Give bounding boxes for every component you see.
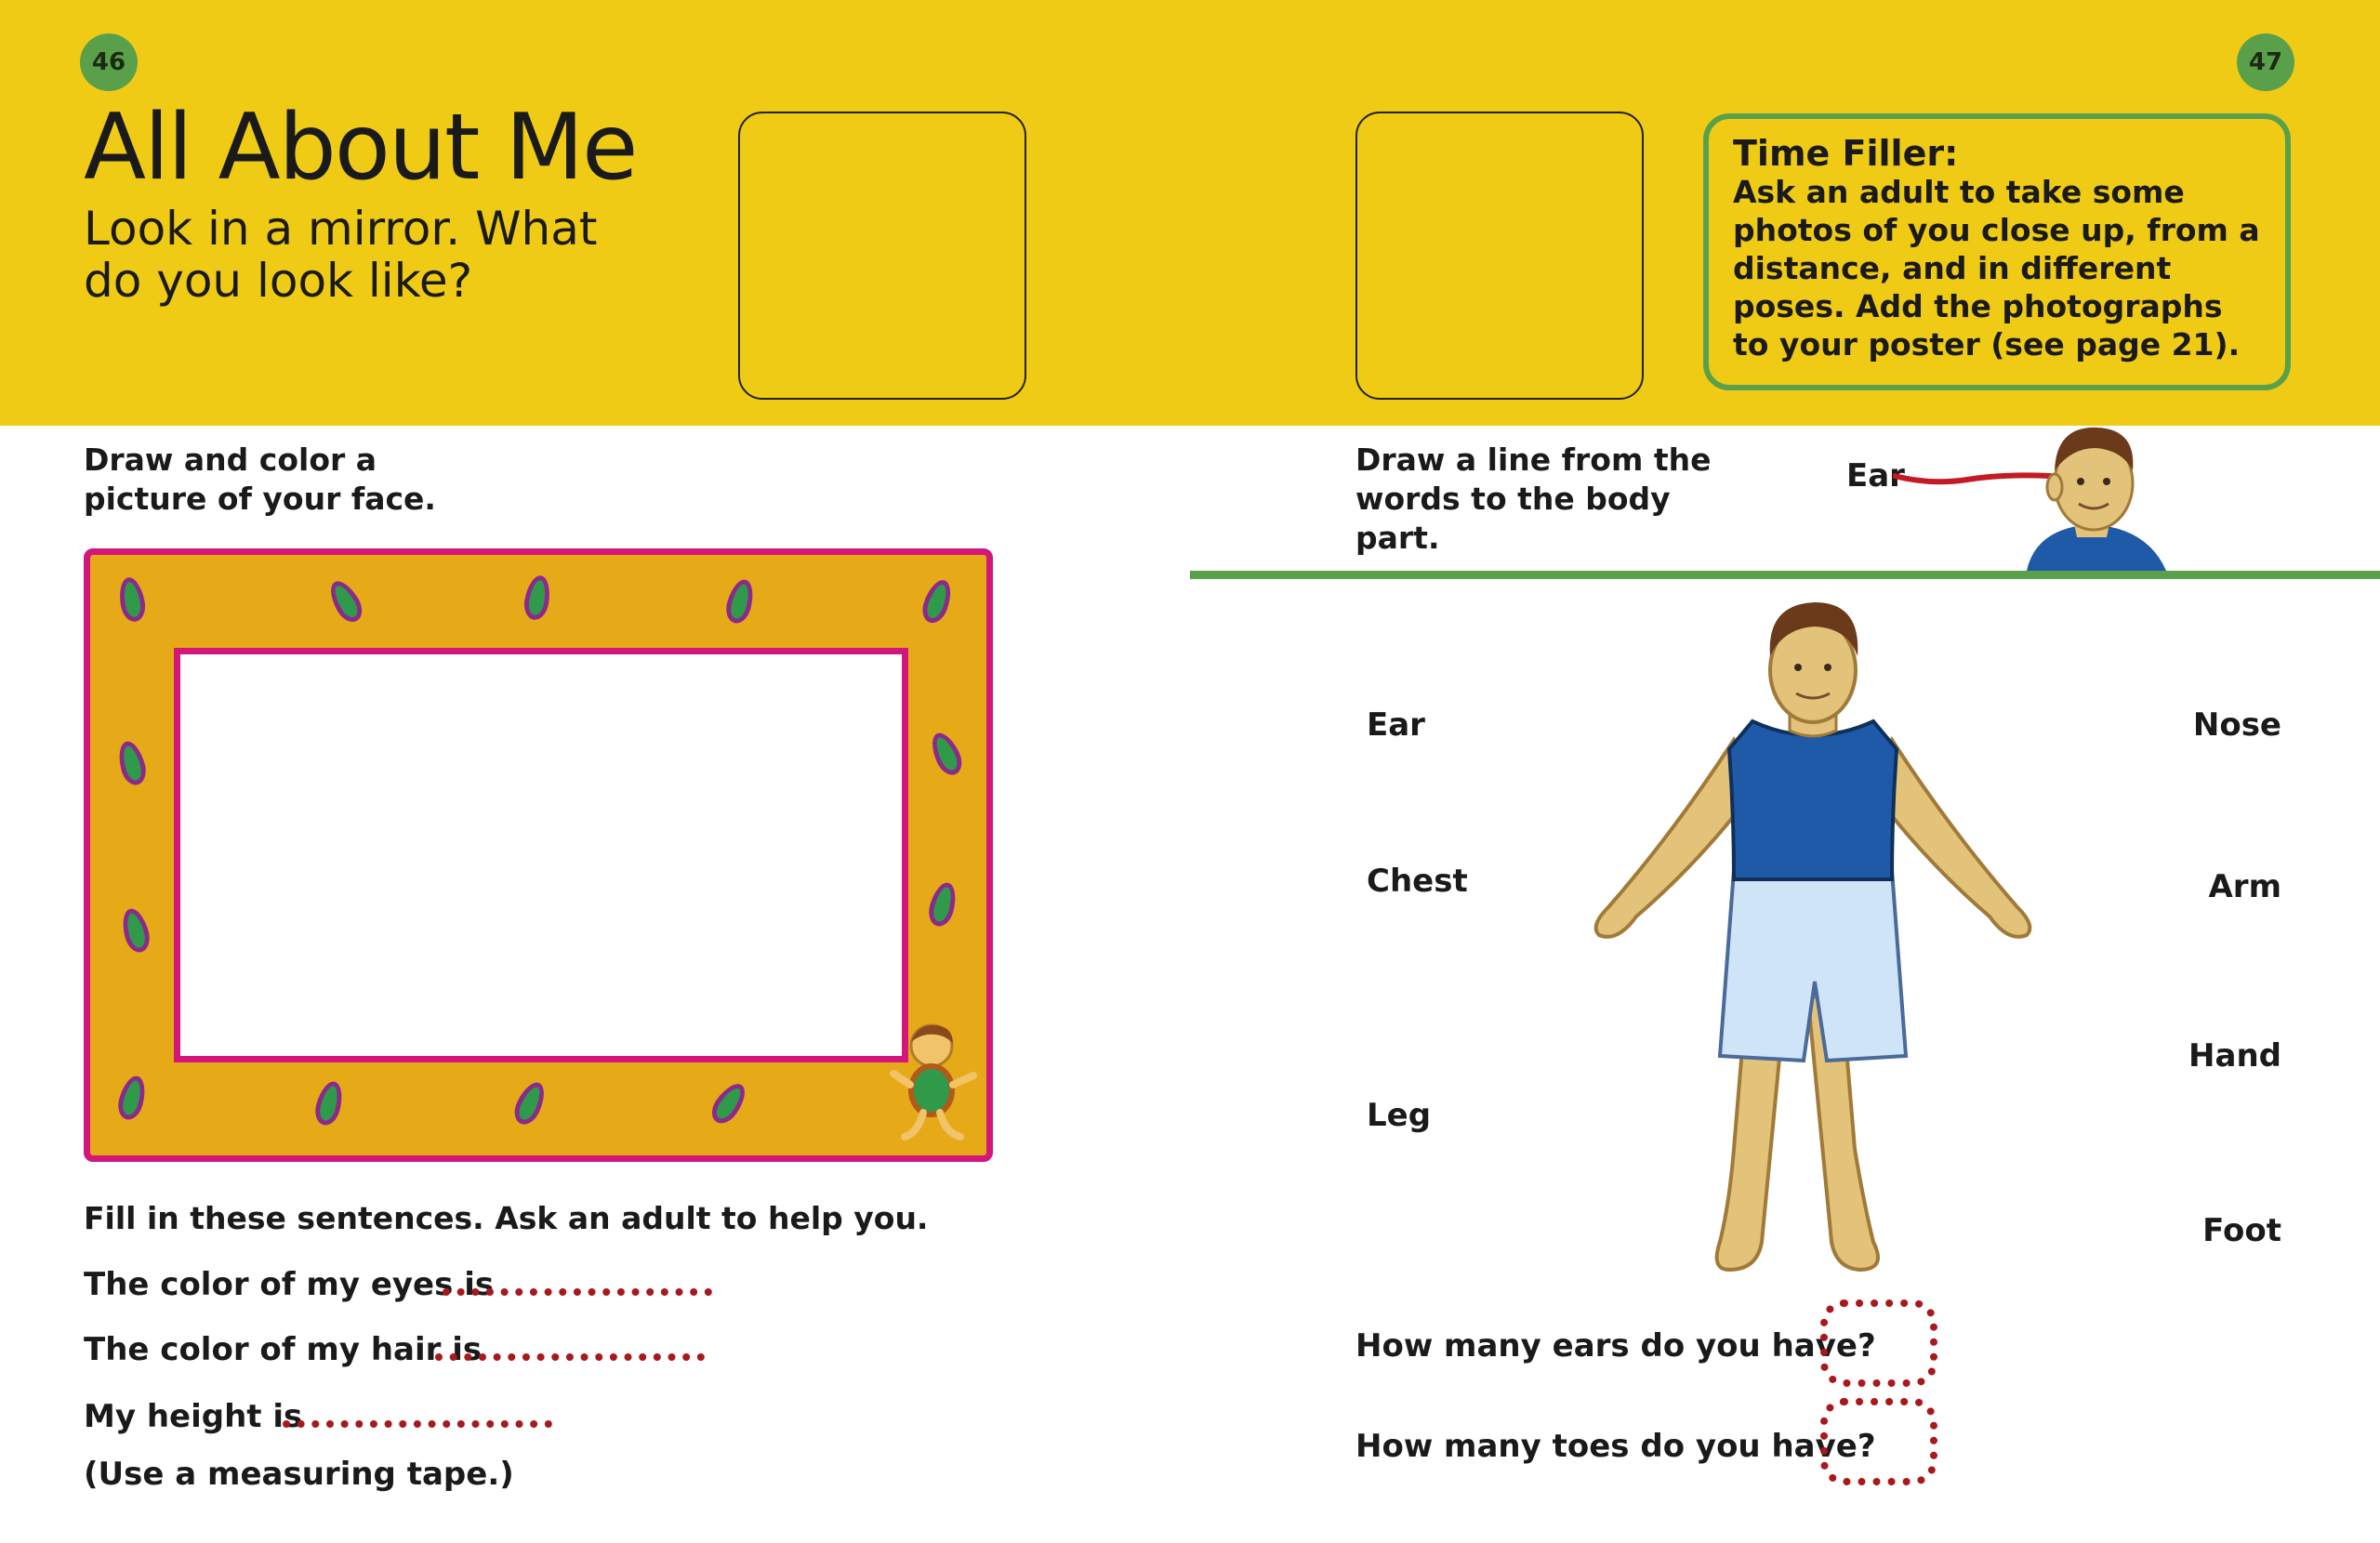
time-filler-box (1703, 113, 2291, 390)
label-hand: Hand (2188, 1037, 2281, 1075)
label-arm: Arm (2208, 868, 2281, 905)
page-title: All About Me (84, 95, 637, 201)
leaf-decoration (509, 1078, 550, 1128)
label-nose: Nose (2192, 706, 2281, 744)
section-divider (1190, 571, 2380, 579)
leaf-decoration (118, 905, 153, 955)
label-leg: Leg (1367, 1097, 1432, 1134)
fill-sentences-instruction: Fill in these sentences. Ask an adult to help you. (84, 1200, 929, 1236)
leaf-decoration (722, 576, 758, 626)
leaf-decoration (925, 879, 960, 929)
page-number-left: 46 (80, 33, 138, 91)
toes-answer-box[interactable] (1820, 1398, 1937, 1485)
leaf-decoration (926, 729, 967, 779)
time-filler-text: Ask an adult to take some photos of you close up, from a distance, and in different poses. Add the photographs to your poster (see page 21). (1733, 174, 2260, 363)
sentence-hair-color: The color of my hair is (84, 1331, 483, 1368)
face-drawing-frame (84, 548, 993, 1162)
photo-box-1 (738, 112, 1026, 400)
question-toes: How many toes do you have? (1355, 1428, 1876, 1465)
leaf-decoration (114, 1073, 150, 1122)
photo-box-2 (1355, 112, 1644, 400)
eye-color-answer-line[interactable] (443, 1288, 712, 1296)
page-number-right: 47 (2237, 33, 2294, 91)
leaf-decoration (707, 1078, 752, 1128)
example-ear-label: Ear (1846, 457, 1905, 495)
sentence-eye-color: The color of my eyes is (84, 1266, 495, 1303)
leaf-decoration (919, 576, 957, 626)
ears-answer-box[interactable] (1820, 1299, 1937, 1387)
label-ear: Ear (1367, 706, 1425, 744)
leaf-decoration (522, 574, 553, 622)
sentence-height: My height is (84, 1398, 303, 1435)
label-foot: Foot (2202, 1212, 2281, 1249)
leaf-decoration (114, 738, 150, 787)
face-drawing-area[interactable] (174, 648, 908, 1062)
hair-color-answer-line[interactable] (435, 1353, 705, 1361)
leaf-decoration (324, 576, 368, 627)
match-instruction: Draw a line from the words to the body part. (1355, 442, 1712, 556)
draw-face-instruction: Draw and color a picture of your face. (84, 442, 436, 517)
leaf-decoration (116, 575, 148, 624)
page-subtitle: Look in a mirror. What do you look like? (84, 202, 598, 308)
label-chest: Chest (1367, 863, 1468, 900)
time-filler-title: Time Filler: (1733, 133, 1959, 174)
body-figure (1571, 591, 2073, 1279)
child-character-icon (890, 1020, 983, 1150)
measuring-tape-note: (Use a measuring tape.) (84, 1456, 514, 1493)
question-ears: How many ears do you have? (1355, 1327, 1876, 1365)
height-answer-line[interactable] (283, 1420, 552, 1428)
example-boy-portrait (2017, 416, 2175, 571)
leaf-decoration (311, 1078, 347, 1128)
